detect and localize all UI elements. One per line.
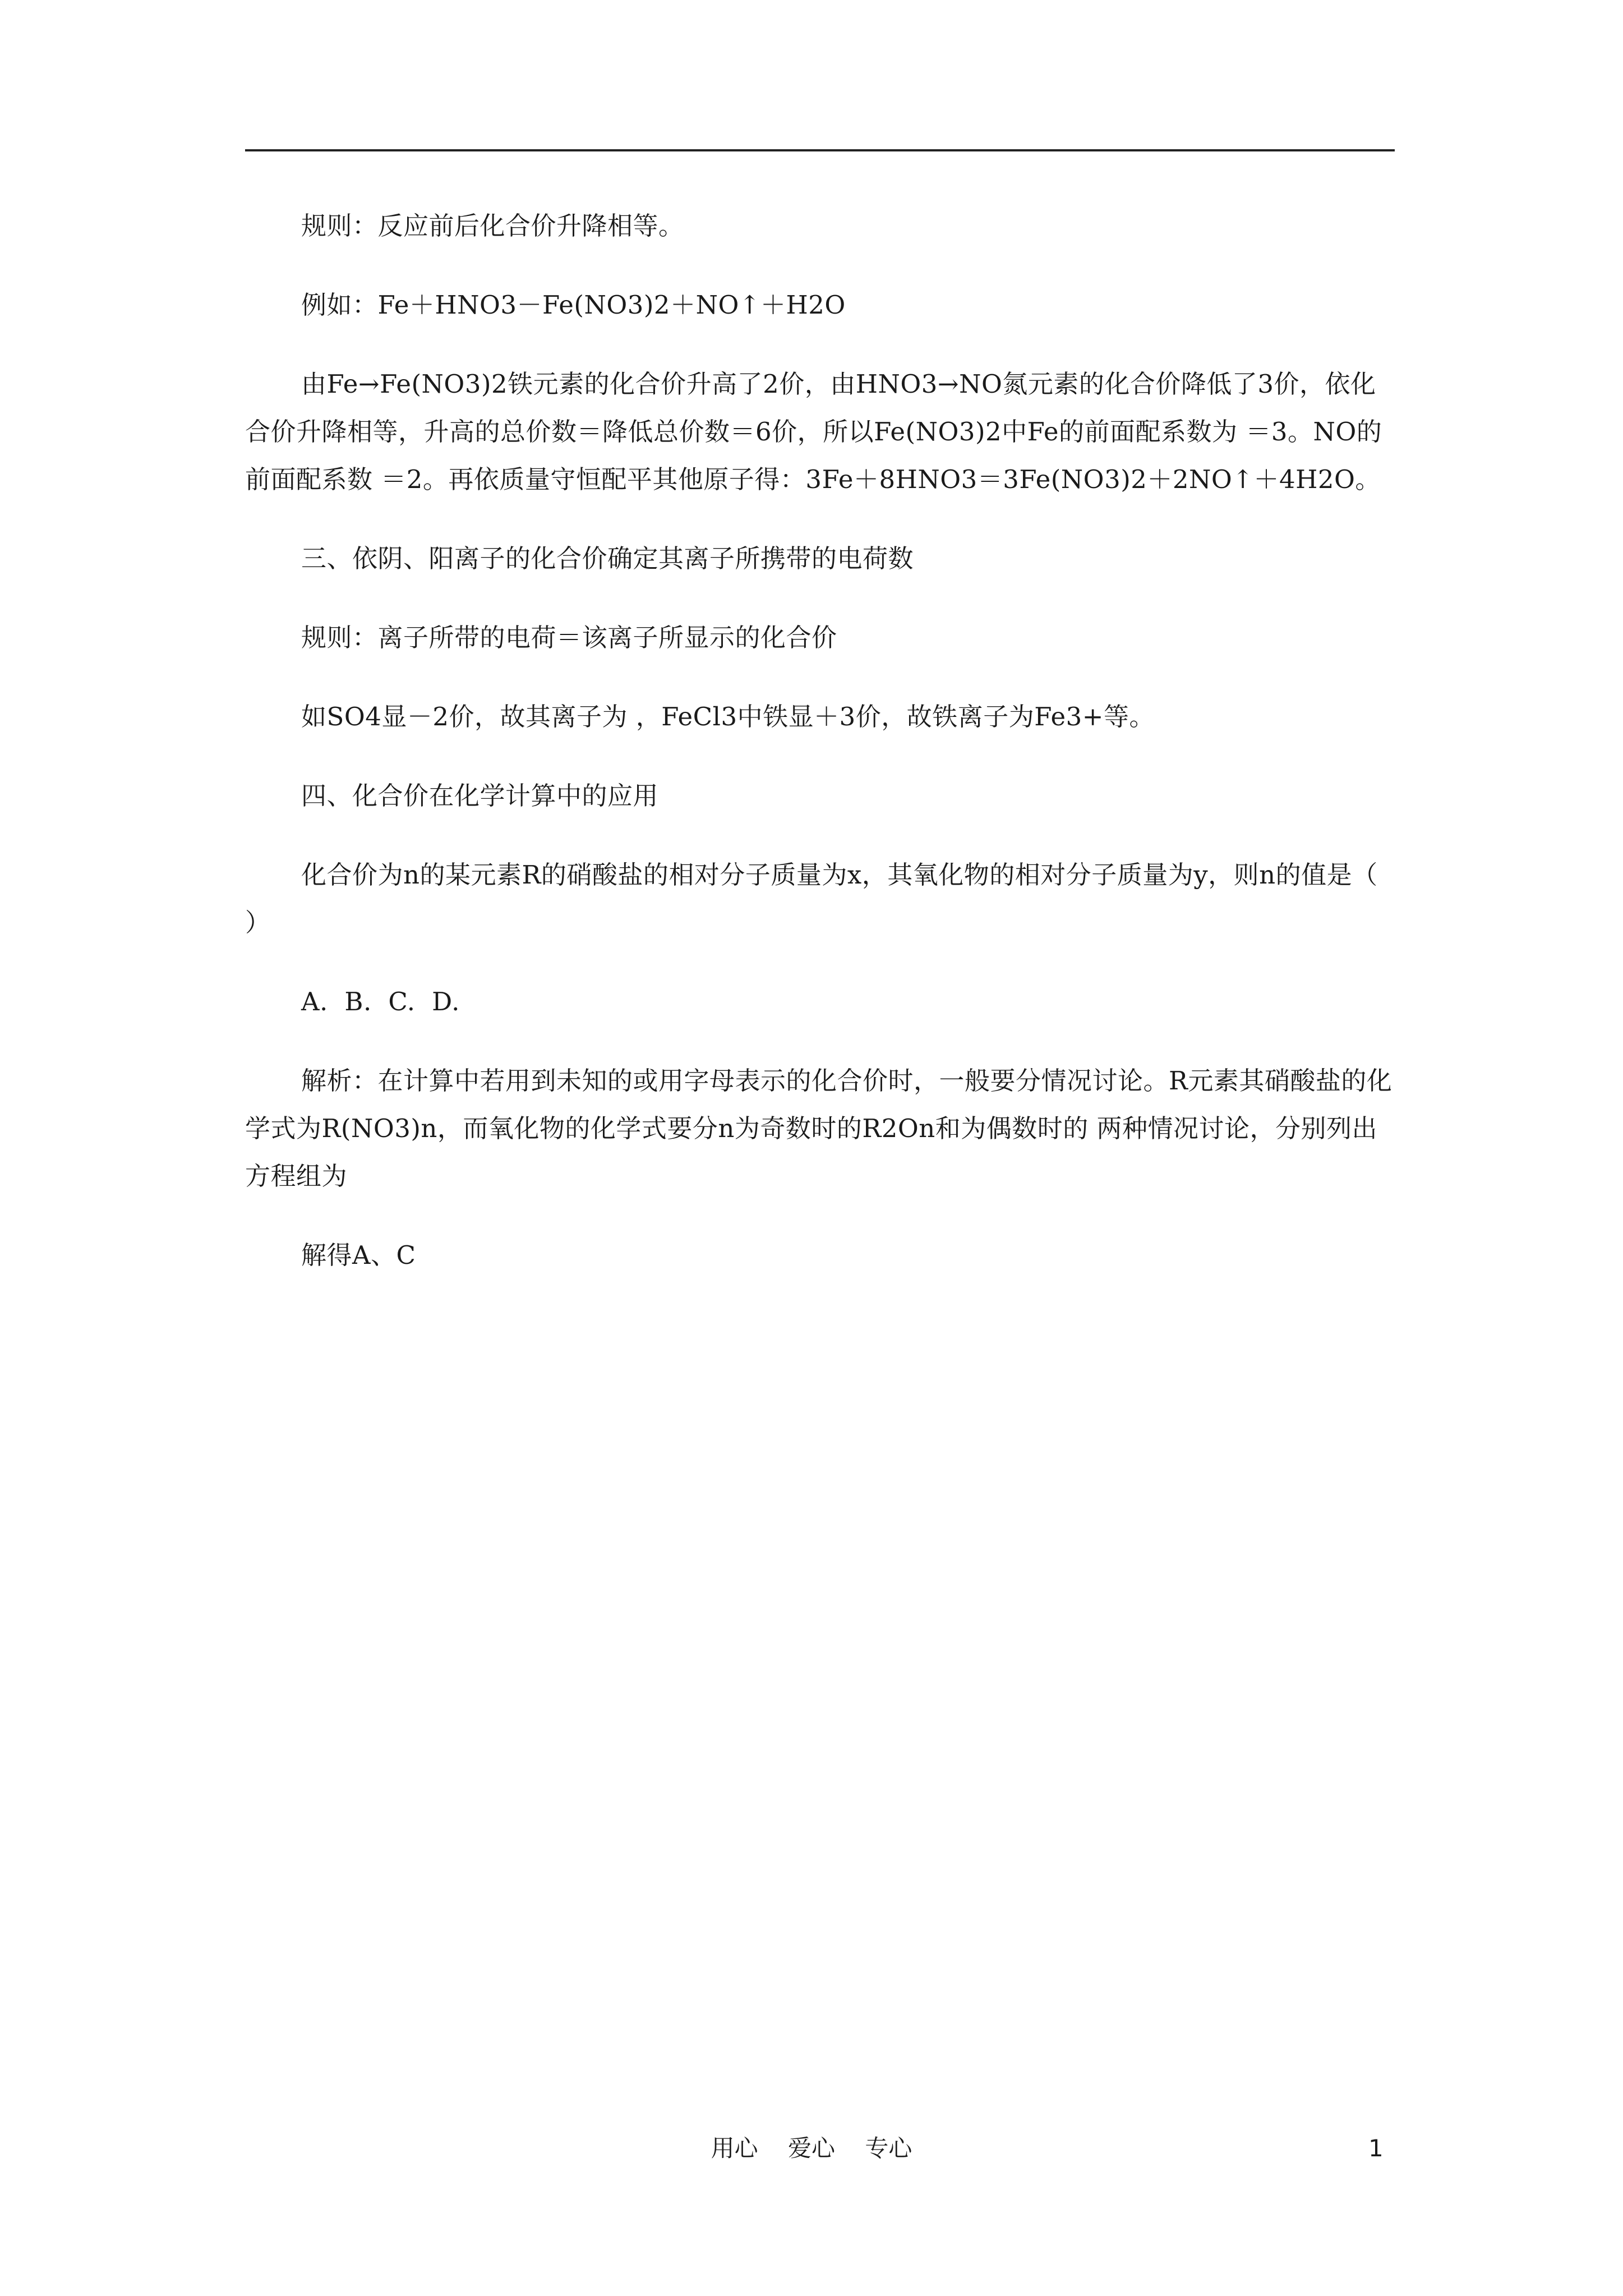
section-heading-4: 四、化合价在化学计算中的应用 (301, 781, 659, 811)
answer-choices: A. B. C. D. (301, 987, 460, 1016)
footer-motto: 用心 爱心 专心 (711, 2134, 912, 2162)
section-heading-3: 三、依阴、阳离子的化合价确定其离子所携带的电荷数 (301, 544, 914, 573)
example-equation: 例如：Fe＋HNO3－Fe(NO3)2＋NO↑＋H2O (301, 290, 846, 320)
ion-charge-rule: 规则：离子所带的电荷＝该离子所显示的化合价 (301, 623, 837, 652)
document-body (245, 202, 1445, 1279)
analysis-paragraph: 解析：在计算中若用到未知的或用字母表示的化合价时，一般要分情况讨论。R元素其硝酸盐的化学式为R(NO3)n，而氧化物的化学式要分n为奇数时的R2On和为偶数时的 两种情况讨论，分别列出方程组为 (245, 1066, 1393, 1191)
ion-example: 如SO4显－2价，故其离子为 ，FeCl3中铁显＋3价，故铁离子为Fe3+等。 (301, 702, 1155, 731)
page-number: 1 (1368, 2134, 1384, 2162)
rule-paragraph: 规则：反应前后化合价升降相等。 (301, 211, 684, 241)
explanation-paragraph: 由Fe→Fe(NO3)2铁元素的化合价升高了2价，由HNO3→NO氮元素的化合价降低了3价，依化合价升降相等，升高的总价数＝降低总价数＝6价，所以Fe(NO3)2中Fe的前面配系数为 ＝3。NO的前面配系数 ＝2。再依质量守恒配平其他原子得：3Fe＋8HNO3＝3Fe(NO3)2＋2NO↑＋4H2O。 (245, 369, 1382, 494)
solution-line: 解得A、C (301, 1240, 416, 1270)
header-rule (245, 149, 1395, 151)
question-text: 化合价为n的某元素R的硝酸盐的相对分子质量为x，其氧化物的相对分子质量为y，则n的值是（ ） (245, 860, 1445, 937)
